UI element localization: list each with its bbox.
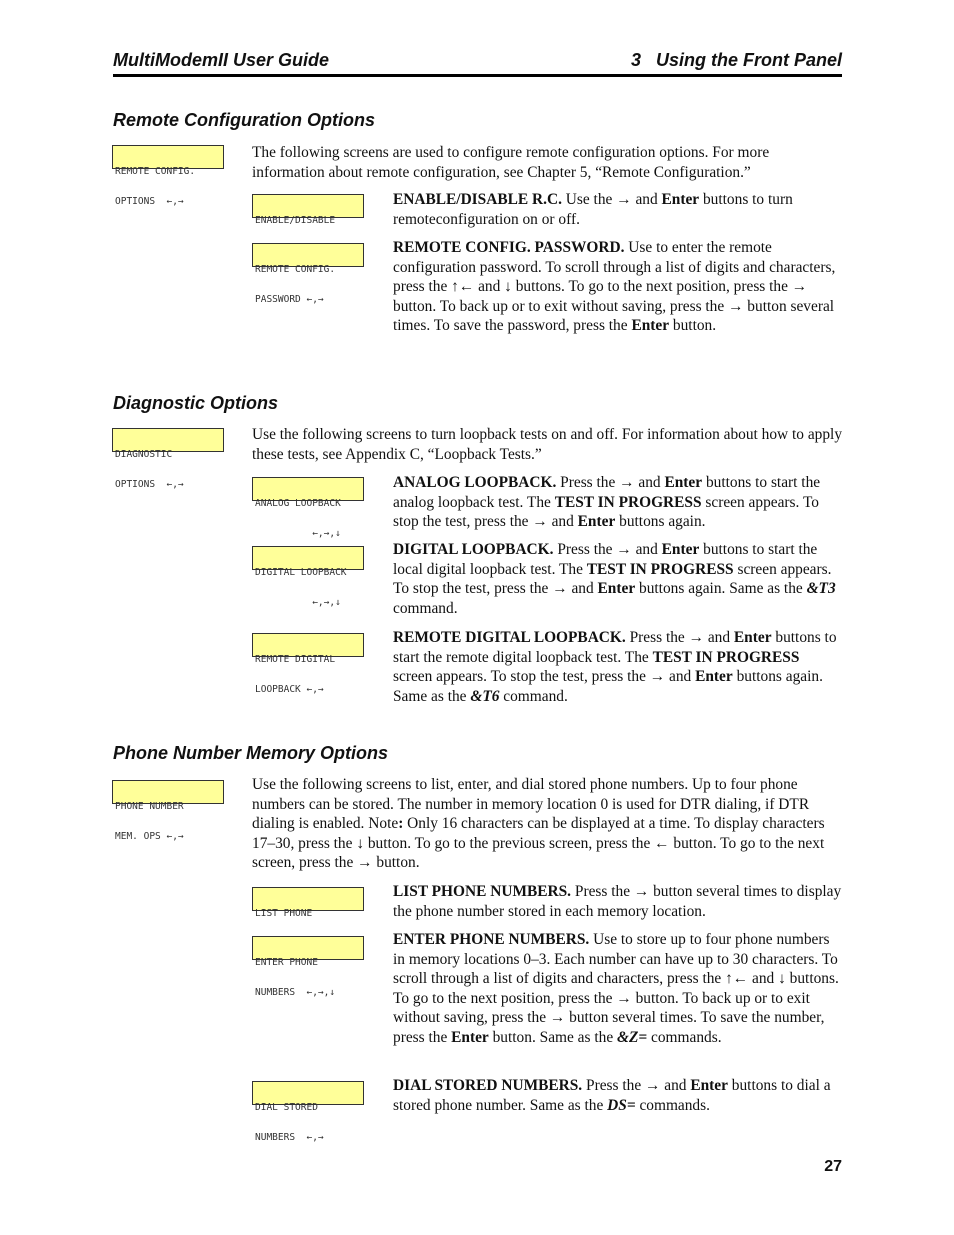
text: Press the (625, 629, 689, 646)
remote-digital-loopback-description (393, 628, 842, 706)
lcd-line: REMOTE DIGITAL (255, 654, 336, 665)
text: button several times. To save the password, press the (393, 297, 835, 334)
test-in-progress-label: TEST IN PROGRESS (586, 560, 734, 578)
enter-key-label: Enter (451, 1028, 489, 1046)
text: screen appears. To stop the test, press the (393, 668, 650, 685)
text: buttons. To go to the next position, press the (511, 278, 792, 295)
right-arrow-icon: → (791, 278, 808, 295)
text: button. To go to the next screen, press the (252, 834, 825, 871)
text: Press the (582, 1077, 645, 1094)
lcd-line: ←,→,↓ (255, 597, 341, 608)
enter-key-label: Enter (695, 668, 733, 685)
enter-key-label: Enter (661, 191, 700, 208)
lcd-line: OPTIONS ←,→ (115, 479, 184, 490)
lcd-line: ENABLE/DISABLE (255, 215, 336, 226)
lcd-line: ←,→,↓ (255, 528, 341, 539)
right-arrow-icon: → (688, 629, 704, 646)
page-number: 27 (824, 1158, 842, 1175)
text: commands. (647, 1028, 722, 1046)
lcd-line: DIAL STORED (255, 1102, 318, 1113)
text: Use to store up to four phone numbers in memory locations 0–3. Each number can have up to 30 characters. To scroll through a list of digits and characters, press the (393, 931, 838, 987)
down-arrow-icon: ↓ (778, 970, 786, 987)
right-arrow-icon: → (616, 541, 632, 558)
lcd-line: NUMBERS ←,→,↓ (255, 987, 336, 998)
dial-stored-numbers-description (393, 1076, 842, 1115)
lcd-enter-phone-numbers (252, 936, 364, 998)
section-title-diagnostic: Diagnostic Options (113, 393, 279, 413)
text: and (660, 1077, 691, 1094)
remote-config-intro: The following screens are used to configure remote configuration options. For more information about remote configuration, see Chapter 5, “Remote Configuration.” (252, 144, 770, 181)
section-title-remote-config: Remote Configuration Options (113, 110, 375, 130)
lcd-line: LOOPBACK ←,→ (255, 684, 324, 695)
text: Use to enter the remote configuration password. To scroll through a list of digits and characters, press the (393, 239, 836, 295)
text: Press the (553, 541, 617, 558)
enter-key-label: Enter (733, 629, 772, 646)
up-left-arrow-icon: ↑← (451, 278, 475, 295)
right-arrow-icon: → (649, 668, 666, 685)
text: button. To go to the previous screen, press the (364, 834, 655, 852)
text: : (398, 815, 404, 832)
text: Use the following screens to list, enter, and dial stored phone numbers. Up to four phone numbers can be stored. The number in memory location 0 is used for DTR dialing, if DTR dialing is enabled. Note (252, 776, 810, 832)
lcd-dial-stored-numbers (252, 1081, 364, 1143)
lcd-line: PHONE NUMBER (115, 801, 184, 812)
command-code: &T6 (470, 687, 500, 705)
remote-config-password-description (393, 238, 842, 336)
enter-key-label: Enter (631, 317, 670, 334)
text: and (703, 629, 734, 646)
lcd-line: ENTER PHONE (255, 957, 318, 968)
item-label: REMOTE CONFIG. PASSWORD. (393, 239, 625, 256)
text: and (567, 580, 598, 597)
lcd-line: REMOTE CONFIG. (115, 166, 196, 177)
text: button. Same as the (488, 1028, 618, 1046)
text: Press the (556, 474, 620, 491)
text: and (631, 191, 662, 208)
lcd-phone-number-mem-ops (112, 780, 224, 842)
item-label: ENABLE/DISABLE R.C. (393, 191, 562, 208)
text: screen appears. To stop the test, press the (393, 560, 832, 597)
lcd-line: LIST PHONE (255, 908, 313, 919)
text: buttons to dial a stored phone number. Same as the (393, 1077, 831, 1114)
text: buttons to start the local digital loopback test. The (393, 541, 818, 578)
item-label: ANALOG LOOPBACK. (393, 474, 557, 491)
header-rule (113, 74, 842, 77)
text: Press the (571, 883, 634, 900)
phone-memory-intro (252, 775, 842, 873)
text: and (748, 970, 779, 987)
text: button several times to display the phone number stored in each memory location. (393, 883, 842, 920)
text: command. (393, 599, 458, 617)
text: buttons. To go to the next position, press the (393, 970, 839, 1007)
right-arrow-icon: → (532, 513, 548, 530)
lcd-analog-loopback (252, 477, 364, 539)
text: buttons to start the analog loopback test. The (393, 474, 821, 511)
command-code: &Z= (617, 1028, 648, 1046)
text: commands. (635, 1096, 710, 1114)
text: screen appears. To stop the test, press the (393, 493, 819, 530)
down-arrow-icon: ↓ (356, 834, 365, 852)
lcd-digital-loopback (252, 546, 364, 608)
lcd-enable-disable-rc (252, 194, 364, 226)
enter-key-label: Enter (690, 1077, 728, 1094)
lcd-line: PASSWORD ←,→ (255, 294, 324, 305)
text: and (474, 278, 505, 295)
text: button. To back up or to exit without saving, press the (393, 989, 810, 1026)
text: button. (372, 854, 420, 871)
list-phone-numbers-description (393, 882, 842, 921)
header-chapter-title: 3 Using the Front Panel (630, 50, 842, 70)
section-title-phone-memory: Phone Number Memory Options (113, 743, 389, 763)
enable-disable-rc-description (393, 190, 842, 229)
text: command. (499, 687, 568, 705)
right-arrow-icon: → (728, 297, 744, 315)
text: button. To back up or to exit without saving, press the (393, 297, 729, 315)
page-header (113, 50, 842, 72)
analog-loopback-description (393, 473, 842, 532)
text: buttons again. Same as the (393, 668, 823, 705)
text: button several times. To save the number, press the (393, 1009, 825, 1046)
right-arrow-icon: → (645, 1077, 661, 1094)
lcd-diagnostic-options (112, 428, 224, 490)
down-arrow-icon: ↓ (504, 278, 512, 295)
lcd-remote-config-password (252, 243, 364, 305)
text: buttons to start the remote digital loopback test. The (393, 629, 837, 666)
test-in-progress-label: TEST IN PROGRESS (554, 493, 702, 511)
digital-loopback-description (393, 540, 842, 618)
test-in-progress-label: TEST IN PROGRESS (652, 648, 800, 666)
item-label: ENTER PHONE NUMBERS. (393, 931, 590, 948)
left-arrow-icon: ← (654, 834, 670, 852)
lcd-line: DIGITAL LOOPBACK (255, 567, 347, 578)
command-code: DS= (607, 1096, 636, 1114)
item-label: DIAL STORED NUMBERS. (393, 1077, 583, 1094)
enter-key-label: Enter (664, 474, 703, 491)
lcd-remote-config-options (112, 145, 224, 207)
lcd-list-phone-numbers (252, 887, 364, 919)
text: Only 16 characters can be displayed at a time. To display characters 17–30, press the (252, 815, 825, 852)
lcd-line: REMOTE CONFIG. (255, 264, 336, 275)
lcd-line: MEM. OPS ←,→ (115, 831, 184, 842)
right-arrow-icon: → (619, 474, 635, 491)
lcd-remote-digital-loopback (252, 633, 364, 695)
enter-key-label: Enter (577, 513, 616, 530)
text: and (547, 513, 578, 530)
right-arrow-icon: → (549, 1009, 566, 1026)
diagnostic-intro: Use the following screens to turn loopback tests on and off. For information about how to apply these tests, see Appendix C, “Loopback Tests.” (252, 426, 843, 463)
text: Use the (561, 191, 617, 208)
lcd-line: DIAGNOSTIC (115, 449, 173, 460)
enter-key-label: Enter (661, 541, 700, 558)
right-arrow-icon: → (552, 580, 568, 597)
header-guide-title: MultiModemII User Guide (113, 50, 330, 70)
command-code: &T3 (806, 580, 836, 597)
right-arrow-icon: → (357, 854, 373, 871)
text: buttons again. (615, 513, 706, 530)
enter-phone-numbers-description (393, 930, 842, 1047)
item-label: LIST PHONE NUMBERS. (393, 883, 572, 900)
text: buttons again. Same as the (635, 580, 807, 597)
right-arrow-icon: → (616, 989, 632, 1007)
right-arrow-icon: → (633, 883, 650, 900)
text: and (634, 474, 665, 491)
item-label: REMOTE DIGITAL LOOPBACK. (393, 629, 626, 646)
up-left-arrow-icon: ↑← (725, 970, 749, 987)
text: and (665, 668, 696, 685)
text: buttons to turn remoteconfiguration on or off. (393, 191, 793, 228)
lcd-line: NUMBERS ←,→ (255, 1132, 324, 1143)
text: button. (669, 317, 717, 334)
enter-key-label: Enter (597, 580, 636, 597)
item-label: DIGITAL LOOPBACK. (393, 541, 554, 558)
text: and (631, 541, 662, 558)
lcd-line: OPTIONS ←,→ (115, 196, 184, 207)
right-arrow-icon: → (616, 191, 632, 208)
lcd-line: ANALOG LOOPBACK (255, 498, 341, 509)
